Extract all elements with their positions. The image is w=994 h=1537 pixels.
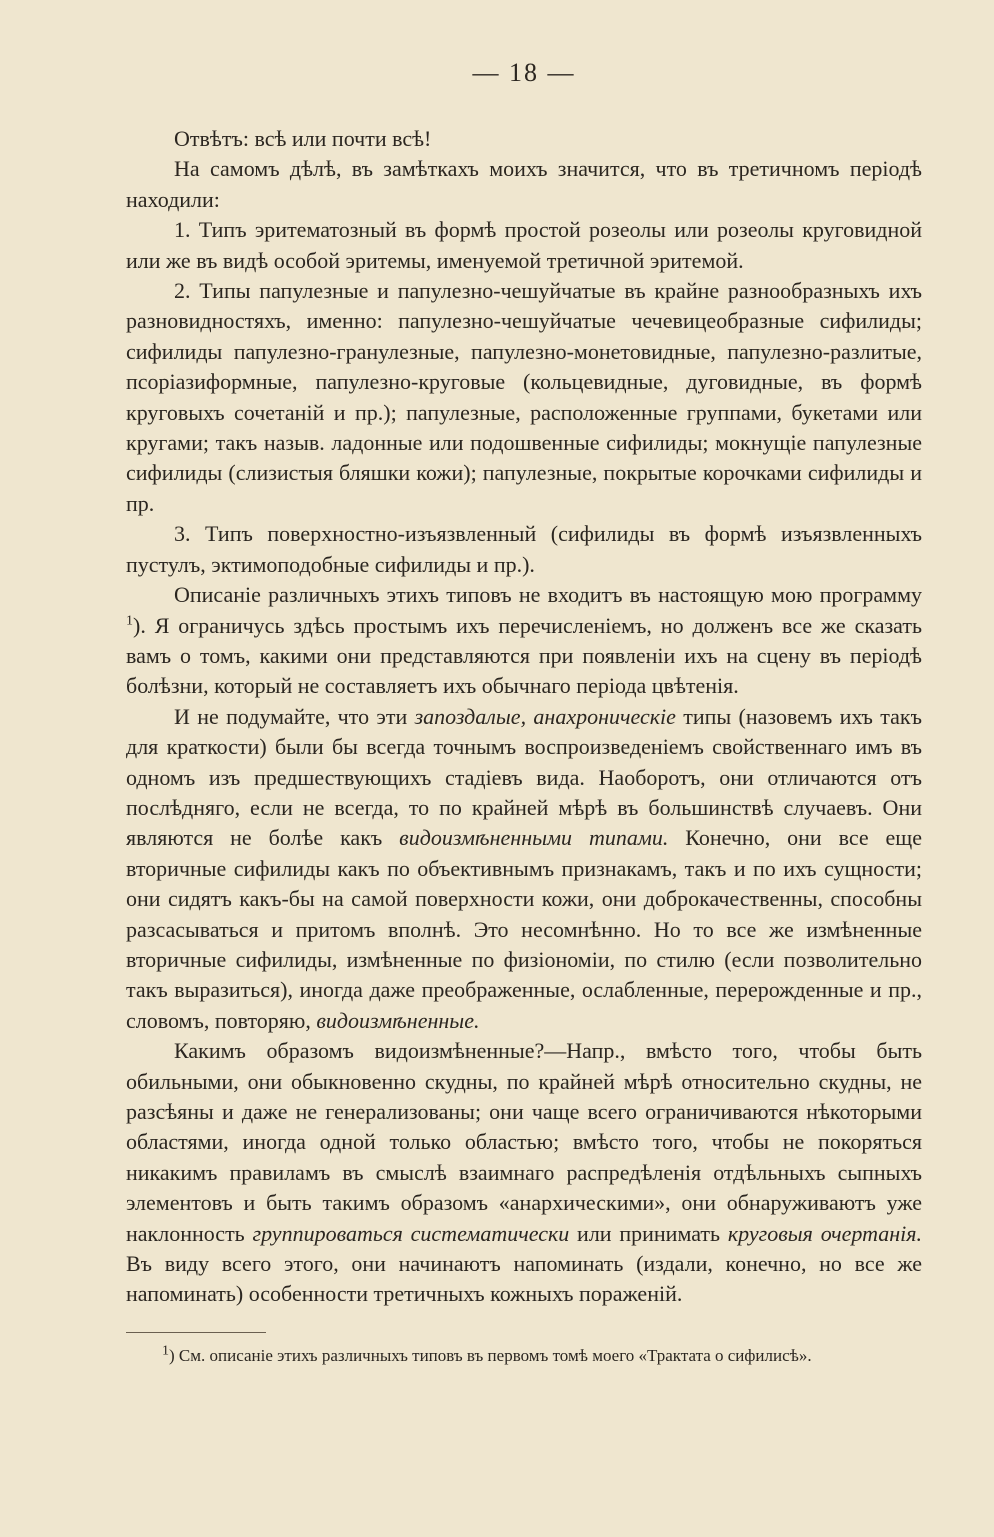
footnote-reference: 1	[126, 613, 133, 629]
paragraph-notes-intro: На самомъ дѣлѣ, въ замѣткахъ моихъ значится, что въ третичномъ періодѣ находили:	[126, 156, 922, 212]
emphasis-text: круговыя очертанія.	[727, 1220, 923, 1246]
footnote-mark: 1	[162, 1343, 169, 1359]
footnote-text: ) См. описаніе этихъ различныхъ типовъ въ первомъ томѣ моего «Трактата о сифилисѣ».	[169, 1345, 812, 1365]
paragraph-text: Описаніе различныхъ этихъ типовъ не входитъ въ настоящую мою программу	[174, 582, 922, 608]
emphasis-text: запоздалые, анахроническіе	[414, 703, 676, 729]
paragraph-description	[126, 580, 922, 702]
body-text	[126, 124, 922, 1310]
emphasis-text: видоизмѣненными типами.	[399, 825, 669, 851]
paragraph-text: Конечно, они все еще вторичные сифилиды какъ по объективнымъ признакамъ, такъ и по ихъ сущности; они сидятъ какъ-бы на самой поверхности кожи, они доброкачественны, способны разсасываться и притомъ вполнѣ. Это несомнѣнно. Но то все же измѣненные вторичные сифилиды, измѣненные по физіономіи, по стилю (если позволительно такъ выразиться), иногда даже преображенные, ослабленные, перерожденные и пр., словомъ, повторяю,	[126, 825, 922, 1033]
paragraph-text: типы (назовемъ ихъ такъ для краткости) были бы всегда точнымъ воспроизведеніемъ свойственнаго имъ въ одномъ изъ предшествующихъ стадіевъ вида. Наоборотъ, они отличаются отъ послѣдняго, если не всегда, то по крайней мѣрѣ въ большинствѣ случаевъ. Они являются не болѣе какъ	[126, 703, 922, 851]
footnote	[126, 1343, 922, 1369]
footnote-divider	[126, 1332, 266, 1333]
paragraph-text: ). Я ограничусь здѣсь простымъ ихъ перечисленіемъ, но долженъ все же сказать вамъ о томъ, какими они представляются при появленіи ихъ на сцену въ періодѣ болѣзни, который не составляетъ ихъ обычнаго періода цвѣтенія.	[126, 612, 922, 699]
paragraph-text: И не подумайте, что эти	[174, 703, 415, 729]
emphasis-text: видоизмѣненные.	[316, 1007, 480, 1033]
paragraph-text: Въ виду всего этого, они начинаютъ напоминать (издали, конечно, но все же напоминать) особенности третичныхъ кожныхъ пораженій.	[126, 1251, 922, 1307]
paragraph-text: Какимъ образомъ видоизмѣненные?—Напр., вмѣсто того, чтобы быть обильными, они обыкновенно скудны, по крайней мѣрѣ относительно скудны, не разсѣяны и даже не генерализованы; они чаще всего ограничиваются нѣкоторыми областями, иногда одной только областью; вмѣсто того, чтобы не покоряться никакимъ правиламъ въ смыслѣ взаимнаго распредѣленія отдѣльныхъ сыпныхъ элементовъ и быть такимъ образомъ «анархическими», они обнаруживаютъ уже наклонность	[126, 1038, 922, 1246]
page-number: — 18 —	[472, 58, 576, 87]
paragraph-answer: Отвѣтъ: всѣ или почти всѣ!	[174, 126, 432, 151]
emphasis-text: группироваться систематически	[252, 1220, 570, 1246]
paragraph-modified-types	[126, 702, 922, 1036]
paragraph-type-erythematous: 1. Типъ эритематозный въ формѣ простой розеолы или розеолы круговидной или же въ видѣ особой эритемы, именуемой третичной эритемой.	[126, 217, 922, 273]
paragraph-type-ulcerated: 3. Типъ поверхностно-изъязвленный (сифилиды въ формѣ изъязвленныхъ пустулъ, эктимоподобные сифилиды и пр.).	[126, 521, 922, 577]
paragraph-how-modified	[126, 1036, 922, 1310]
paragraph-type-papular: 2. Типы папулезные и папулезно-чешуйчатые въ крайне разнообразныхъ ихъ разновидностяхъ, именно: папулезно-чешуйчатые чечевицеобразные сифилиды; сифилиды папулезно-гранулезные, папулезно-монетовидные, папулезно-разлитые, псоріазиформные, папулезно-круговые (кольцевидные, дуговидные, въ формѣ круговыхъ сочетаній и пр.); папулезные, расположенные группами, букетами или кругами; такъ назыв. ладонные или подошвенные сифилиды; мокнущіе папулезные сифилиды (слизистыя бляшки кожи); папулезные, покрытые корочками сифилиды и пр.	[126, 278, 922, 516]
paragraph-text: или принимать	[569, 1220, 728, 1246]
